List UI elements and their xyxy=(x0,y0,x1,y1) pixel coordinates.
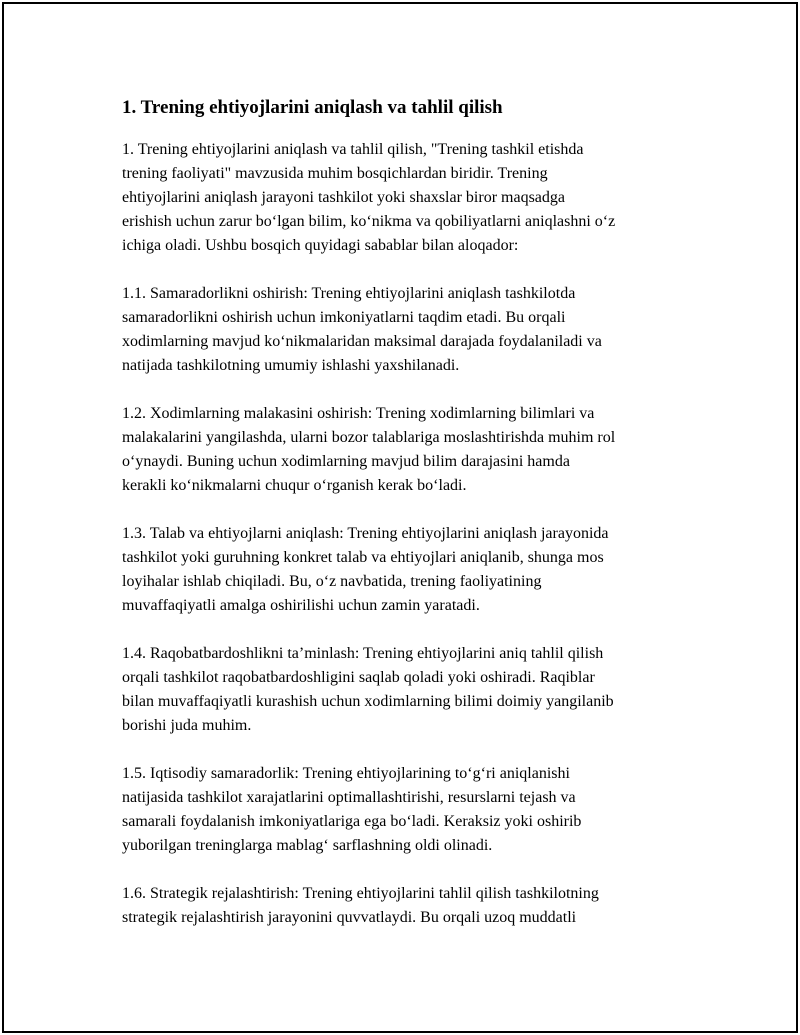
paragraph-1-6: 1.6. Strategik rejalashtirish: Trening ehtiyojlarini tahlil qilish tashkilotning strategik rejalashtirish jarayonini quvvatlaydi. Bu orqali uzoq muddatli xyxy=(122,885,599,926)
paragraph-1-5: 1.5. Iqtisodiy samaradorlik: Trening ehtiyojlarining to‘g‘ri aniqlanishi natijasida tashkilot xarajatlarini optimallashtirishi, resurslarni tejash va samarali foydalanish imkoniyatlariga ega bo‘ladi. Keraksiz yoki oshirib yuborilgan treninglarga mablag‘ sarflashning oldi olinadi. xyxy=(122,765,582,854)
paragraph-intro: 1. Trening ehtiyojlarini aniqlash va tahlil qilish, "Trening tashkil etishda trening faoliyati" mavzusida muhim bosqichlardan biridir. Trening ehtiyojlarini aniqlash jarayoni tashkilot yoki shaxslar biror maqsadga erishish uchun zarur bo‘lgan bilim, ko‘nikma va qobiliyatlarni aniqlashni o‘z ichiga oladi. Ushbu bosqich quyidagi sabablar bilan aloqador: xyxy=(122,141,616,254)
paragraph-1-1: 1.1. Samaradorlikni oshirish: Trening ehtiyojlarini aniqlash tashkilotda samaradorlikni oshirish uchun imkoniyatlarni taqdim etadi. Bu orqali xodimlarning mavjud ko‘nikmalaridan maksimal darajada foydalaniladi va natijada tashkilotning umumiy ishlashi yaxshilanadi. xyxy=(122,285,602,374)
page-title: 1. Trening ehtiyojlarini aniqlash va tahlil qilish xyxy=(122,97,503,118)
paragraph-1-4: 1.4. Raqobatbardoshlikni ta’minlash: Trening ehtiyojlarini aniq tahlil qilish orqali tashkilot raqobatbardoshligini saqlab qoladi yoki oshiradi. Raqiblar bilan muvaffaqiyatli kurashish uchun xodimlarning bilimi doimiy yangilanib borishi juda muhim. xyxy=(122,645,614,734)
paragraph-1-3: 1.3. Talab va ehtiyojlarni aniqlash: Trening ehtiyojlarini aniqlash jarayonida tashkilot yoki guruhning konkret talab va ehtiyojlari aniqlanib, shunga mos loyihalar ishlab chiqiladi. Bu, o‘z navbatida, trening faoliyatining muvaffaqiyatli amalga oshirilishi uchun zamin yaratadi. xyxy=(122,525,609,614)
page-frame xyxy=(2,2,798,1033)
document-body xyxy=(122,96,702,954)
paragraph-1-2: 1.2. Xodimlarning malakasini oshirish: Trening xodimlarning bilimlari va malakalarini yangilashda, ularni bozor talablariga moslashtirishda muhim rol o‘ynaydi. Buning uchun xodimlarning mavjud bilim darajasini hamda kerakli ko‘nikmalarni chuqur o‘rganish kerak bo‘ladi. xyxy=(122,405,616,494)
